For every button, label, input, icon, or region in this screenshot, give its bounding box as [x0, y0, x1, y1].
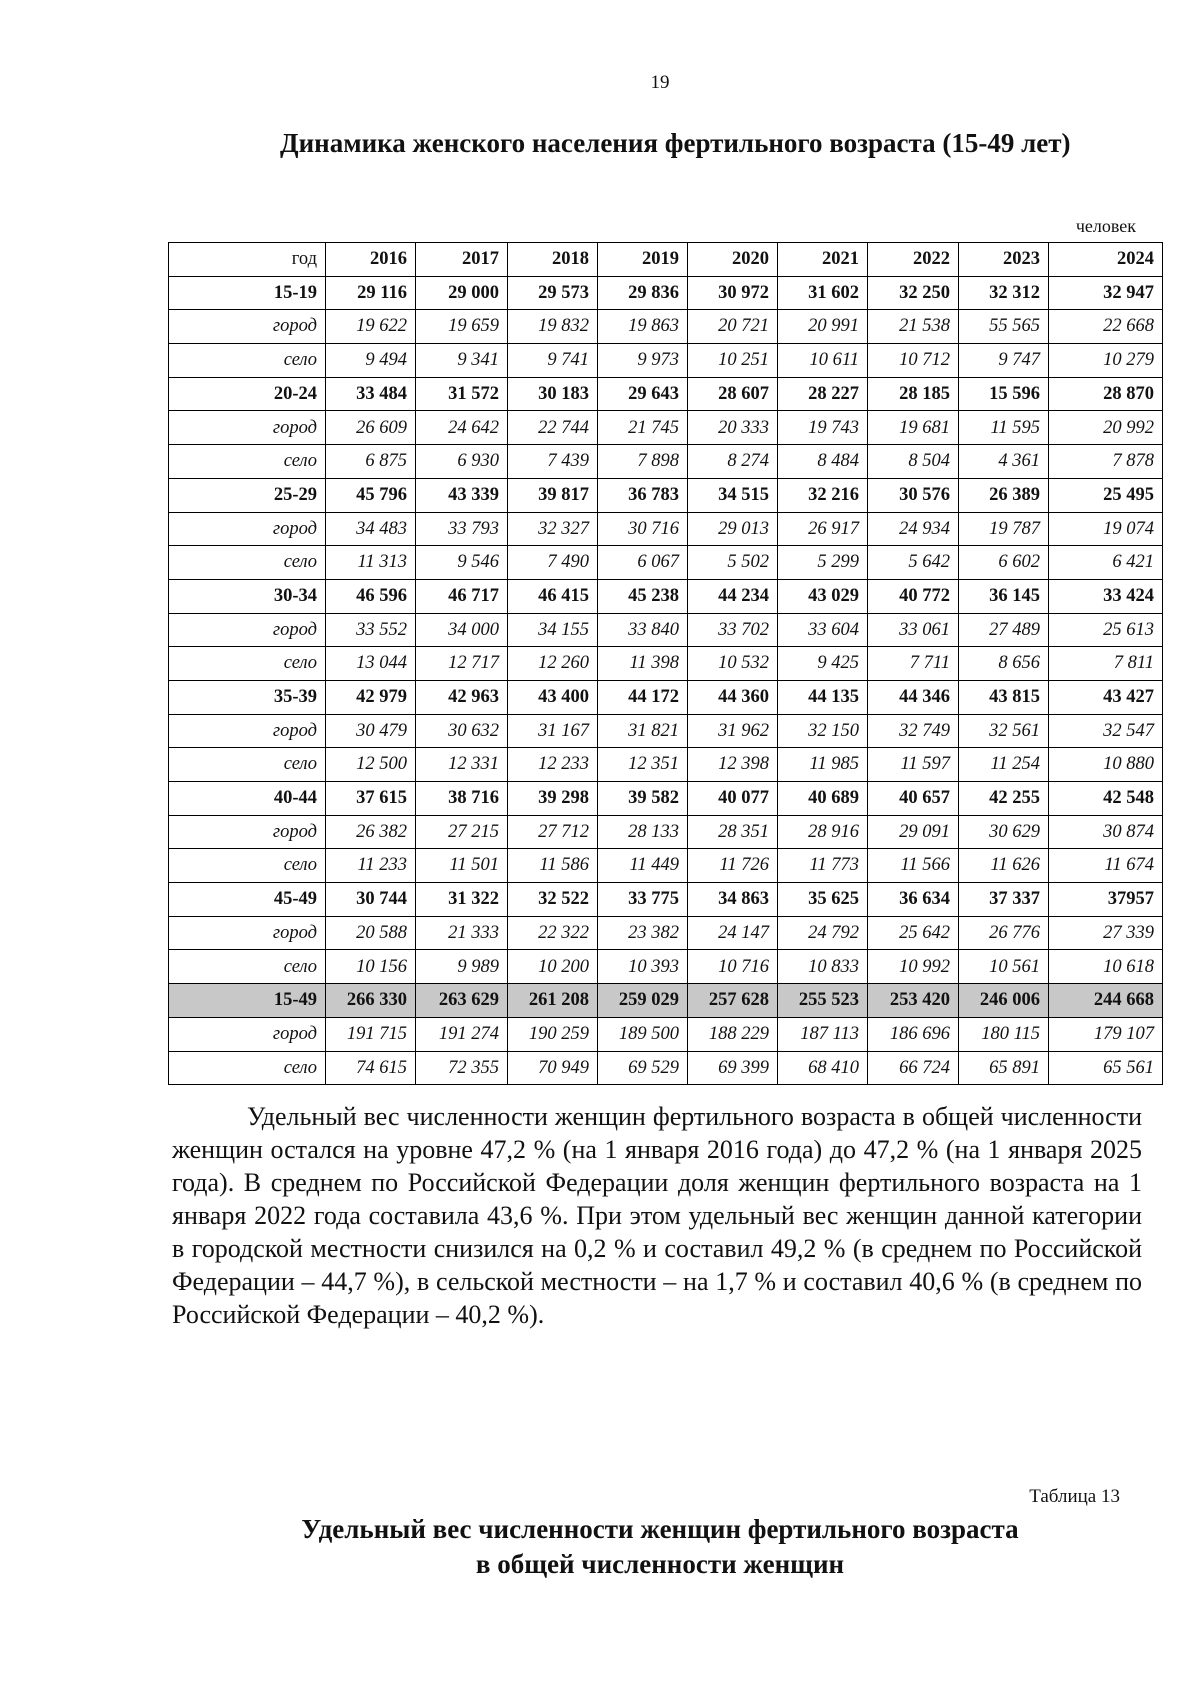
table-cell: 12 351 — [598, 748, 688, 782]
table-cell: 7 811 — [1049, 647, 1163, 681]
table-cell: 29 013 — [688, 512, 778, 546]
row-label: город — [169, 815, 326, 849]
table-cell: 30 744 — [326, 883, 416, 917]
table-cell: 44 135 — [778, 680, 868, 714]
table-cell: 11 985 — [778, 748, 868, 782]
table-cell: 11 254 — [959, 748, 1049, 782]
header-year: 2018 — [508, 243, 598, 277]
table-subrow — [169, 411, 1163, 445]
table-cell: 33 604 — [778, 613, 868, 647]
table-cell: 32 547 — [1049, 714, 1163, 748]
next-table-title — [0, 1512, 1200, 1582]
table-cell: 7 490 — [508, 546, 598, 580]
table-cell: 9 494 — [326, 344, 416, 378]
table-cell: 31 572 — [416, 377, 508, 411]
row-label: село — [169, 849, 326, 883]
table-cell: 46 596 — [326, 579, 416, 613]
table-cell: 187 113 — [778, 1017, 868, 1051]
table-cell: 24 934 — [868, 512, 959, 546]
table-cell: 10 561 — [959, 950, 1049, 984]
table-cell: 32 327 — [508, 512, 598, 546]
table-cell: 30 576 — [868, 478, 959, 512]
table-cell: 20 333 — [688, 411, 778, 445]
table-cell: 26 917 — [778, 512, 868, 546]
header-year: 2023 — [959, 243, 1049, 277]
table-cell: 34 863 — [688, 883, 778, 917]
row-label: город — [169, 714, 326, 748]
table-cell: 179 107 — [1049, 1017, 1163, 1051]
header-year: 2024 — [1049, 243, 1163, 277]
table-cell: 4 361 — [959, 445, 1049, 479]
population-table — [168, 242, 1163, 1085]
table-cell: 6 067 — [598, 546, 688, 580]
table-cell: 257 628 — [688, 984, 778, 1018]
table-cell: 11 597 — [868, 748, 959, 782]
table-cell: 38 716 — [416, 782, 508, 816]
table-cell: 31 167 — [508, 714, 598, 748]
table-cell: 11 566 — [868, 849, 959, 883]
row-label: город — [169, 411, 326, 445]
table-cell: 33 424 — [1049, 579, 1163, 613]
table-cell: 22 668 — [1049, 310, 1163, 344]
table-cell: 34 155 — [508, 613, 598, 647]
table-cell: 31 821 — [598, 714, 688, 748]
table-cell: 43 339 — [416, 478, 508, 512]
row-label: село — [169, 546, 326, 580]
table-cell: 44 346 — [868, 680, 959, 714]
table-cell: 19 681 — [868, 411, 959, 445]
row-label: 20-24 — [169, 377, 326, 411]
table-subrow — [169, 1017, 1163, 1051]
table-cell: 33 840 — [598, 613, 688, 647]
table-cell: 30 874 — [1049, 815, 1163, 849]
table-age-row — [169, 782, 1163, 816]
table-cell: 27 712 — [508, 815, 598, 849]
table-cell: 32 150 — [778, 714, 868, 748]
table-subrow — [169, 714, 1163, 748]
table-subrow — [169, 310, 1163, 344]
table-cell: 253 420 — [868, 984, 959, 1018]
table-cell: 11 726 — [688, 849, 778, 883]
table-cell: 55 565 — [959, 310, 1049, 344]
table-cell: 19 743 — [778, 411, 868, 445]
table-cell: 8 274 — [688, 445, 778, 479]
table-cell: 30 629 — [959, 815, 1049, 849]
body-paragraph: Удельный вес численности женщин фертильного возраста в общей численности женщин остался на уровне 47,2 % (на 1 января 2016 года) до 47,2 % (на 1 января 2025 года). В среднем по Российской Федерации доля женщин фертильного возраста на 1 января 2022 года составила 43,6 %. При этом удельный вес женщин данной категории в городской местности снизился на 0,2 % и составил 49,2 % (в среднем по Российской Федерации – 44,7 %), в сельской местности – на 1,7 % и составил 40,6 % (в среднем по Российской Федерации – 40,2 %). — [172, 1102, 1142, 1329]
table-cell: 6 930 — [416, 445, 508, 479]
next-table-title-line1: Удельный вес численности женщин фертильного возраста — [301, 1514, 1019, 1544]
table-cell: 5 642 — [868, 546, 959, 580]
table-cell: 9 747 — [959, 344, 1049, 378]
table-cell: 261 208 — [508, 984, 598, 1018]
table-cell: 191 274 — [416, 1017, 508, 1051]
table-cell: 29 643 — [598, 377, 688, 411]
table-cell: 7 878 — [1049, 445, 1163, 479]
table-age-row — [169, 377, 1163, 411]
table-cell: 30 716 — [598, 512, 688, 546]
table-cell: 189 500 — [598, 1017, 688, 1051]
row-label: село — [169, 748, 326, 782]
table-subrow — [169, 849, 1163, 883]
table-cell: 43 400 — [508, 680, 598, 714]
table-cell: 43 815 — [959, 680, 1049, 714]
header-year-label: год — [169, 243, 326, 277]
table-cell: 19 832 — [508, 310, 598, 344]
table-cell: 36 634 — [868, 883, 959, 917]
table-number-label: Таблица 13 — [1029, 1486, 1120, 1507]
table-cell: 31 602 — [778, 276, 868, 310]
table-cell: 23 382 — [598, 916, 688, 950]
table-cell: 5 299 — [778, 546, 868, 580]
table-cell: 33 793 — [416, 512, 508, 546]
table-cell: 39 817 — [508, 478, 598, 512]
table-cell: 28 351 — [688, 815, 778, 849]
header-year: 2020 — [688, 243, 778, 277]
table-subrow — [169, 445, 1163, 479]
table-cell: 6 875 — [326, 445, 416, 479]
table-cell: 44 234 — [688, 579, 778, 613]
table-cell: 11 398 — [598, 647, 688, 681]
table-cell: 11 595 — [959, 411, 1049, 445]
table-cell: 10 251 — [688, 344, 778, 378]
table-cell: 33 702 — [688, 613, 778, 647]
row-label: 25-29 — [169, 478, 326, 512]
table-cell: 10 156 — [326, 950, 416, 984]
table-cell: 7 898 — [598, 445, 688, 479]
table-cell: 32 216 — [778, 478, 868, 512]
table-cell: 65 561 — [1049, 1051, 1163, 1085]
table-cell: 46 415 — [508, 579, 598, 613]
table-cell: 11 313 — [326, 546, 416, 580]
table-cell: 11 233 — [326, 849, 416, 883]
table-cell: 10 880 — [1049, 748, 1163, 782]
table-body — [169, 276, 1163, 1085]
table-cell: 40 077 — [688, 782, 778, 816]
table-cell: 12 260 — [508, 647, 598, 681]
table-cell: 32 312 — [959, 276, 1049, 310]
header-year: 2021 — [778, 243, 868, 277]
table-cell: 10 532 — [688, 647, 778, 681]
table-cell: 21 333 — [416, 916, 508, 950]
table-cell: 25 495 — [1049, 478, 1163, 512]
table-cell: 244 668 — [1049, 984, 1163, 1018]
table-cell: 29 573 — [508, 276, 598, 310]
table-cell: 9 425 — [778, 647, 868, 681]
table-cell: 24 147 — [688, 916, 778, 950]
table-cell: 30 632 — [416, 714, 508, 748]
table-cell: 31 962 — [688, 714, 778, 748]
table-cell: 37 615 — [326, 782, 416, 816]
table-cell: 32 250 — [868, 276, 959, 310]
table-cell: 30 183 — [508, 377, 598, 411]
table-cell: 42 979 — [326, 680, 416, 714]
table-cell: 69 529 — [598, 1051, 688, 1085]
table-subrow — [169, 748, 1163, 782]
table-cell: 9 741 — [508, 344, 598, 378]
table-cell: 11 674 — [1049, 849, 1163, 883]
table-cell: 27 215 — [416, 815, 508, 849]
header-row — [169, 243, 1163, 277]
table-cell: 30 972 — [688, 276, 778, 310]
table-cell: 29 836 — [598, 276, 688, 310]
row-label: 45-49 — [169, 883, 326, 917]
table-cell: 19 074 — [1049, 512, 1163, 546]
next-table-title-line2: в общей численности женщин — [475, 1549, 845, 1579]
table-cell: 40 689 — [778, 782, 868, 816]
table-cell: 9 973 — [598, 344, 688, 378]
table-cell: 8 484 — [778, 445, 868, 479]
table-cell: 19 659 — [416, 310, 508, 344]
table-cell: 36 783 — [598, 478, 688, 512]
table-cell: 188 229 — [688, 1017, 778, 1051]
table-cell: 10 200 — [508, 950, 598, 984]
table-cell: 19 622 — [326, 310, 416, 344]
table-cell: 29 116 — [326, 276, 416, 310]
table-cell: 25 642 — [868, 916, 959, 950]
table-cell: 33 061 — [868, 613, 959, 647]
table-cell: 255 523 — [778, 984, 868, 1018]
table-cell: 26 382 — [326, 815, 416, 849]
header-year: 2017 — [416, 243, 508, 277]
table-cell: 68 410 — [778, 1051, 868, 1085]
table-cell: 11 449 — [598, 849, 688, 883]
table-cell: 32 561 — [959, 714, 1049, 748]
table-cell: 12 717 — [416, 647, 508, 681]
table-subrow — [169, 344, 1163, 378]
table-cell: 39 582 — [598, 782, 688, 816]
table-cell: 7 439 — [508, 445, 598, 479]
table-cell: 28 870 — [1049, 377, 1163, 411]
table-cell: 10 716 — [688, 950, 778, 984]
table-cell: 34 483 — [326, 512, 416, 546]
table-cell: 24 642 — [416, 411, 508, 445]
table-cell: 7 711 — [868, 647, 959, 681]
table-cell: 21 745 — [598, 411, 688, 445]
table-subrow — [169, 815, 1163, 849]
table-age-row — [169, 680, 1163, 714]
table-cell: 33 484 — [326, 377, 416, 411]
row-label: село — [169, 950, 326, 984]
header-year: 2016 — [326, 243, 416, 277]
table-age-row — [169, 883, 1163, 917]
table-cell: 9 341 — [416, 344, 508, 378]
table-cell: 43 029 — [778, 579, 868, 613]
row-label: город — [169, 512, 326, 546]
table-cell: 40 772 — [868, 579, 959, 613]
header-year: 2022 — [868, 243, 959, 277]
table-cell: 24 792 — [778, 916, 868, 950]
table-cell: 191 715 — [326, 1017, 416, 1051]
table-subrow — [169, 1051, 1163, 1085]
table-total-row — [169, 984, 1163, 1018]
row-label: 15-19 — [169, 276, 326, 310]
table-cell: 190 259 — [508, 1017, 598, 1051]
table-cell: 12 398 — [688, 748, 778, 782]
table-cell: 29 000 — [416, 276, 508, 310]
table-cell: 11 773 — [778, 849, 868, 883]
table-cell: 259 029 — [598, 984, 688, 1018]
table-cell: 26 776 — [959, 916, 1049, 950]
table-cell: 34 515 — [688, 478, 778, 512]
table-age-row — [169, 478, 1163, 512]
row-label: село — [169, 647, 326, 681]
table-cell: 21 538 — [868, 310, 959, 344]
row-label: город — [169, 1017, 326, 1051]
unit-label: человек — [1075, 216, 1136, 236]
table-subrow — [169, 647, 1163, 681]
table-cell: 15 596 — [959, 377, 1049, 411]
table-cell: 20 991 — [778, 310, 868, 344]
table-cell: 5 502 — [688, 546, 778, 580]
table-cell: 180 115 — [959, 1017, 1049, 1051]
table-cell: 19 863 — [598, 310, 688, 344]
table-cell: 22 744 — [508, 411, 598, 445]
table-cell: 186 696 — [868, 1017, 959, 1051]
table-cell: 10 712 — [868, 344, 959, 378]
table-cell: 42 963 — [416, 680, 508, 714]
table-cell: 27 339 — [1049, 916, 1163, 950]
table-cell: 43 427 — [1049, 680, 1163, 714]
table-cell: 20 721 — [688, 310, 778, 344]
table-cell: 32 522 — [508, 883, 598, 917]
table-cell: 33 775 — [598, 883, 688, 917]
table-subrow — [169, 950, 1163, 984]
table-subrow — [169, 916, 1163, 950]
table-cell: 26 389 — [959, 478, 1049, 512]
table-cell: 28 227 — [778, 377, 868, 411]
table-cell: 10 279 — [1049, 344, 1163, 378]
table-cell: 8 656 — [959, 647, 1049, 681]
row-label: село — [169, 445, 326, 479]
table-cell: 33 552 — [326, 613, 416, 647]
row-label: 15-49 — [169, 984, 326, 1018]
table-cell: 20 992 — [1049, 411, 1163, 445]
table-cell: 13 044 — [326, 647, 416, 681]
table-age-row — [169, 276, 1163, 310]
table-cell: 45 238 — [598, 579, 688, 613]
table-cell: 10 833 — [778, 950, 868, 984]
table-cell: 12 233 — [508, 748, 598, 782]
table-cell: 45 796 — [326, 478, 416, 512]
table-cell: 37 337 — [959, 883, 1049, 917]
table-cell: 25 613 — [1049, 613, 1163, 647]
table-cell: 28 916 — [778, 815, 868, 849]
table-cell: 28 133 — [598, 815, 688, 849]
table-cell: 12 331 — [416, 748, 508, 782]
table-cell: 266 330 — [326, 984, 416, 1018]
row-label: село — [169, 344, 326, 378]
table-cell: 42 255 — [959, 782, 1049, 816]
table-cell: 11 501 — [416, 849, 508, 883]
table-cell: 263 629 — [416, 984, 508, 1018]
table-cell: 72 355 — [416, 1051, 508, 1085]
table-cell: 26 609 — [326, 411, 416, 445]
table-cell: 32 749 — [868, 714, 959, 748]
table-cell: 11 626 — [959, 849, 1049, 883]
row-label: село — [169, 1051, 326, 1085]
table-cell: 34 000 — [416, 613, 508, 647]
table-cell: 70 949 — [508, 1051, 598, 1085]
header-year: 2019 — [598, 243, 688, 277]
table-cell: 66 724 — [868, 1051, 959, 1085]
table-cell: 27 489 — [959, 613, 1049, 647]
row-label: город — [169, 916, 326, 950]
table-cell: 40 657 — [868, 782, 959, 816]
table-cell: 6 421 — [1049, 546, 1163, 580]
table-cell: 37957 — [1049, 883, 1163, 917]
table-cell: 36 145 — [959, 579, 1049, 613]
table-cell: 11 586 — [508, 849, 598, 883]
table-cell: 31 322 — [416, 883, 508, 917]
row-label: 35-39 — [169, 680, 326, 714]
table-cell: 74 615 — [326, 1051, 416, 1085]
table-cell: 69 399 — [688, 1051, 778, 1085]
table-cell: 42 548 — [1049, 782, 1163, 816]
table-cell: 22 322 — [508, 916, 598, 950]
table-cell: 28 607 — [688, 377, 778, 411]
row-label: город — [169, 613, 326, 647]
table-cell: 44 172 — [598, 680, 688, 714]
table-cell: 32 947 — [1049, 276, 1163, 310]
table-cell: 19 787 — [959, 512, 1049, 546]
table-subrow — [169, 613, 1163, 647]
table-cell: 46 717 — [416, 579, 508, 613]
row-label: город — [169, 310, 326, 344]
table-title: Динамика женского населения фертильного возраста (15-49 лет) — [280, 128, 1071, 158]
table-cell: 20 588 — [326, 916, 416, 950]
table-subrow — [169, 546, 1163, 580]
table-cell: 8 504 — [868, 445, 959, 479]
table-cell: 29 091 — [868, 815, 959, 849]
table-cell: 10 618 — [1049, 950, 1163, 984]
table-subrow — [169, 512, 1163, 546]
table-cell: 65 891 — [959, 1051, 1049, 1085]
table-cell: 10 611 — [778, 344, 868, 378]
table-cell: 28 185 — [868, 377, 959, 411]
table-cell: 9 546 — [416, 546, 508, 580]
row-label: 30-34 — [169, 579, 326, 613]
table-cell: 10 393 — [598, 950, 688, 984]
table-cell: 246 006 — [959, 984, 1049, 1018]
table-cell: 12 500 — [326, 748, 416, 782]
row-label: 40-44 — [169, 782, 326, 816]
table-age-row — [169, 579, 1163, 613]
table-cell: 39 298 — [508, 782, 598, 816]
table-cell: 6 602 — [959, 546, 1049, 580]
table-cell: 30 479 — [326, 714, 416, 748]
table-cell: 44 360 — [688, 680, 778, 714]
page-number: 19 — [650, 72, 670, 93]
table-cell: 10 992 — [868, 950, 959, 984]
table-cell: 9 989 — [416, 950, 508, 984]
table-cell: 35 625 — [778, 883, 868, 917]
